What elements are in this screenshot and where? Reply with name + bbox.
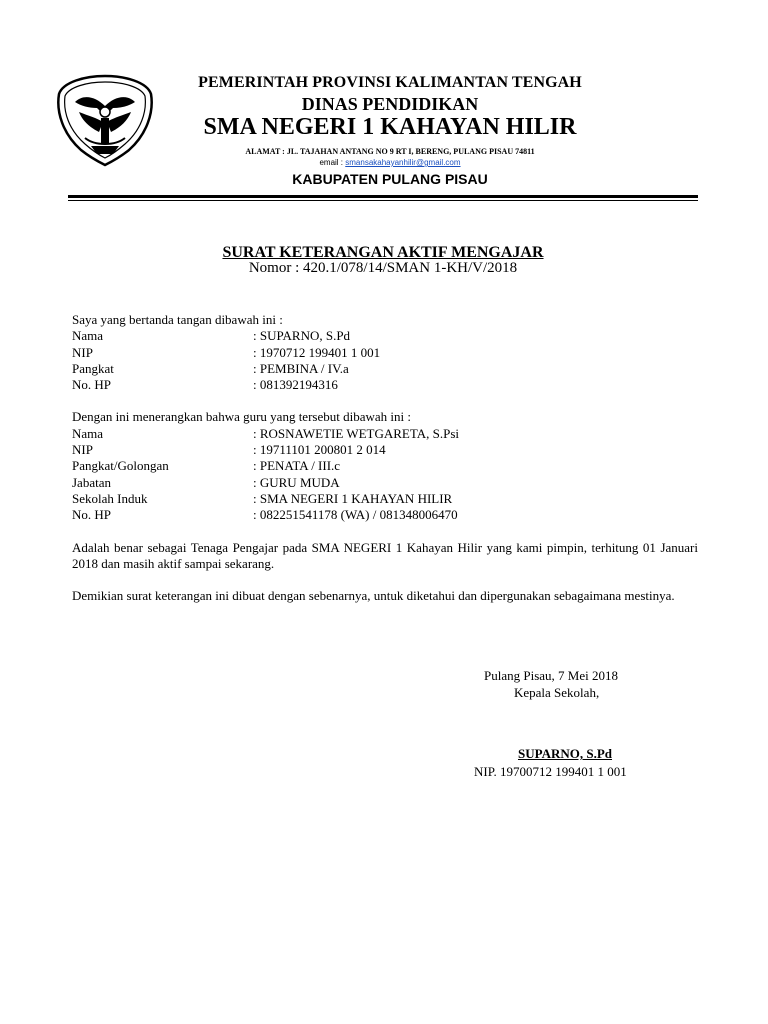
header-divider-thin [68,200,698,201]
field-label: NIP [72,442,93,458]
field-value: : PENATA / III.c [253,458,341,474]
signer-row [72,345,698,361]
field-value: : GURU MUDA [253,474,340,490]
field-label: Nama [72,328,104,344]
teacher-intro: Dengan ini menerangkan bahwa guru yang tersebut dibawah ini : [72,409,411,425]
signer-position: Kepala Sekolah, [514,685,600,700]
field-label: Pangkat [72,360,114,376]
signer-row [72,361,698,377]
teacher-row [72,442,698,458]
closing-paragraph: Demikian surat keterangan ini dibuat dengan sebenarnya, untuk diketahui dan dipergunakan sebagaimana mestinya. [72,588,675,604]
email-link[interactable]: smansakahayanhilir@gmail.com [345,158,461,167]
field-value: : 1970712 199401 1 001 [253,344,381,360]
signer-name: SUPARNO, S.Pd [517,746,613,761]
field-value: : SMA NEGERI 1 KAHAYAN HILIR [253,490,453,506]
signer-row [72,377,698,393]
government-name: PEMERINTAH PROVINSI KALIMANTAN TENGAH [198,74,582,91]
field-label: No. HP [72,507,112,523]
teacher-row [72,475,698,491]
letter-title: SURAT KETERANGAN AKTIF MENGAJAR [222,244,544,261]
field-value: : 19711101 200801 2 014 [253,442,386,458]
teacher-row [72,507,698,523]
field-label: NIP [72,344,93,360]
field-value: : 082251541178 (WA) / 081348006470 [253,507,458,523]
email-row [150,158,630,167]
signer-nip: NIP. 19700712 199401 1 001 [474,764,627,779]
statement-paragraph: Adalah benar sebagai Tenaga Pengajar pada SMA NEGERI 1 Kahayan Hilir yang kami pimpin, terhitung 01 Januari 2018 dan masih aktif sampai sekarang. [72,539,698,571]
place-date: Pulang Pisau, 7 Mei 2018 [484,668,618,683]
field-label: Nama [72,425,104,441]
letter-number: Nomor : 420.1/078/14/SMAN 1-KH/V/2018 [248,260,518,276]
teacher-row [72,426,698,442]
teacher-row [72,458,698,474]
field-label: Pangkat/Golongan [72,458,169,474]
field-value: : PEMBINA / IV.a [253,360,349,376]
letter-body [72,312,698,604]
provincial-crest-icon [55,72,155,168]
field-label: Sekolah Induk [72,490,148,506]
teacher-row [72,491,698,507]
email-label: email : [319,158,344,167]
signature-block [470,667,670,701]
field-value: : ROSNAWETIE WETGARETA, S.Psi [253,425,460,441]
signer-intro: Saya yang bertanda tangan dibawah ini : [72,312,283,327]
regency-name: KABUPATEN PULANG PISAU [292,171,488,187]
header-divider-thick [68,195,698,198]
field-value: : 081392194316 [253,377,338,393]
field-label: Jabatan [72,474,111,490]
field-value: : SUPARNO, S.Pd [253,328,351,344]
field-label: No. HP [72,377,112,393]
school-name: SMA NEGERI 1 KAHAYAN HILIR [203,114,577,140]
signer-row [72,328,698,344]
school-address: ALAMAT : JL. TAJAHAN ANTANG NO 9 RT I, BERENG, PULANG PISAU 74811 [245,147,535,156]
department-name: DINAS PENDIDIKAN [301,94,479,114]
